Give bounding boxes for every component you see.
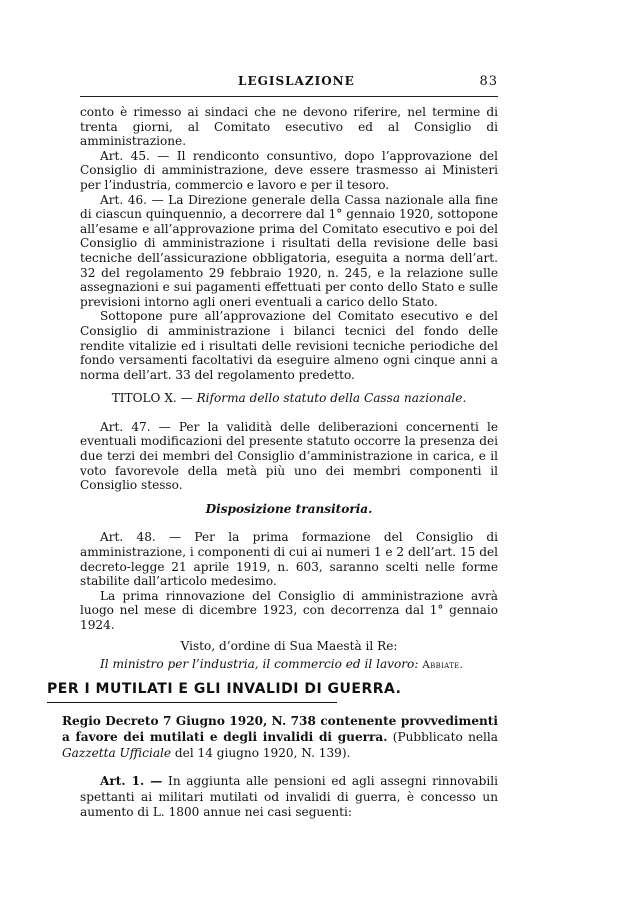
signature-line (80, 657, 498, 673)
header-rule (80, 96, 498, 97)
section-title: PER I MUTILATI E GLI INVALIDI DI GUERRA. (47, 681, 402, 697)
decree-pub-post: del 14 giugno 1920, N. 139). (174, 746, 351, 760)
subheading-transitoria: Disposizione transitoria. (205, 501, 373, 516)
paragraph-art48: Art. 48. — Per la prima formazione del Consiglio di amministrazione, i componenti di cui ai numeri 1 e 2 dell’art. 15 del decreto-legge 21 aprile 1919, n. 603, saranno scelti nelle forme stabilite dall’articolo medesimo. (80, 530, 498, 589)
visto-line: Visto, d’ordine di Sua Maestà il Re: (180, 638, 398, 653)
paragraph-art46: Art. 46. — La Direzione generale della Cassa nazionale alla fine di ciascun quinquennio, a decorrere dal 1° gennaio 1920, sottopone all’esame e all’approvazione prima del Comitato esecutivo e poi del Consiglio di amministrazione i risultati della revisione delle basi tecniche dell’assicurazione obbligatoria, eseguita a norma dell’art. 32 del regolamento 29 febbraio 1920, n. 245, e la relazione sulle assegnazioni e sui pagamenti effettuati per conto dello Stato e sulle previsioni intorno agli oneri eventuali a carico dello Stato. (80, 192, 498, 309)
decree-heading (62, 713, 498, 761)
titolo-label: TITOLO X. — (111, 391, 193, 406)
page-header-title: LEGISLAZIONE (238, 74, 355, 88)
paragraph-art1 (80, 774, 498, 821)
decree-block (62, 713, 498, 761)
paragraph-art45: Art. 45. — Il rendiconto consuntivo, dopo l’approvazione del Consiglio di amministrazione, deve essere trasmesso ai Ministeri per l’industria, commercio e lavoro e per il tesoro. (80, 148, 498, 192)
decree-gazzetta: Gazzetta Ufficiale (62, 746, 172, 760)
body-text (80, 105, 498, 673)
decree-pub-pre: (Pubblicato nella (392, 730, 498, 744)
art1-text: In aggiunta alle pensioni ed agli assegni rinnovabili spettanti ai militari mutilati od invalidi di guerra, è concesso un aumento di L. 1800 annue nei casi seguenti: (80, 774, 498, 820)
article-1 (80, 774, 498, 821)
section-heading-titolo (80, 391, 498, 406)
section-title-block (47, 681, 498, 697)
section-rule (47, 702, 337, 703)
page-number: 83 (479, 74, 498, 89)
paragraph: La prima rinnovazione del Consiglio di amministrazione avrà luogo nel mese di dicembre 1923, con decorrenza dal 1° gennaio 1924. (80, 588, 498, 632)
signature-name: Abbiate. (422, 659, 464, 672)
art1-label: Art. 1. — (100, 774, 163, 788)
paragraph: conto è rimesso ai sindaci che ne devono riferire, nel termine di trenta giorni, al Comitato esecutivo ed al Consiglio di amministrazione. (80, 105, 498, 149)
paragraph-art47: Art. 47. — Per la validità delle deliberazioni concernenti le eventuali modificazioni del presente statuto occorre la presenza dei due terzi dei membri del Consiglio d’amministrazione in carica, e il voto favorevole della metà più uno dei membri componenti il Consiglio stesso. (80, 419, 498, 493)
titolo-title: Riforma dello statuto della Cassa nazionale. (196, 391, 467, 406)
signature-text: Il ministro per l’industria, il commercio ed il lavoro: (100, 657, 419, 672)
decree-title: Regio Decreto 7 Giugno 1920, N. 738 contenente provvedimenti a favore dei mutilati e degli invalidi di guerra. (62, 714, 498, 744)
paragraph: Sottopone pure all’approvazione del Comitato esecutivo e del Consiglio di amministrazione i bilanci tecnici del fondo delle rendite vitalizie ed i risultati delle revisioni tecniche periodiche del fondo versamenti facoltativi da eseguire almeno ogni cinque anni a norma dell’art. 33 del regolamento predetto. (80, 309, 498, 382)
